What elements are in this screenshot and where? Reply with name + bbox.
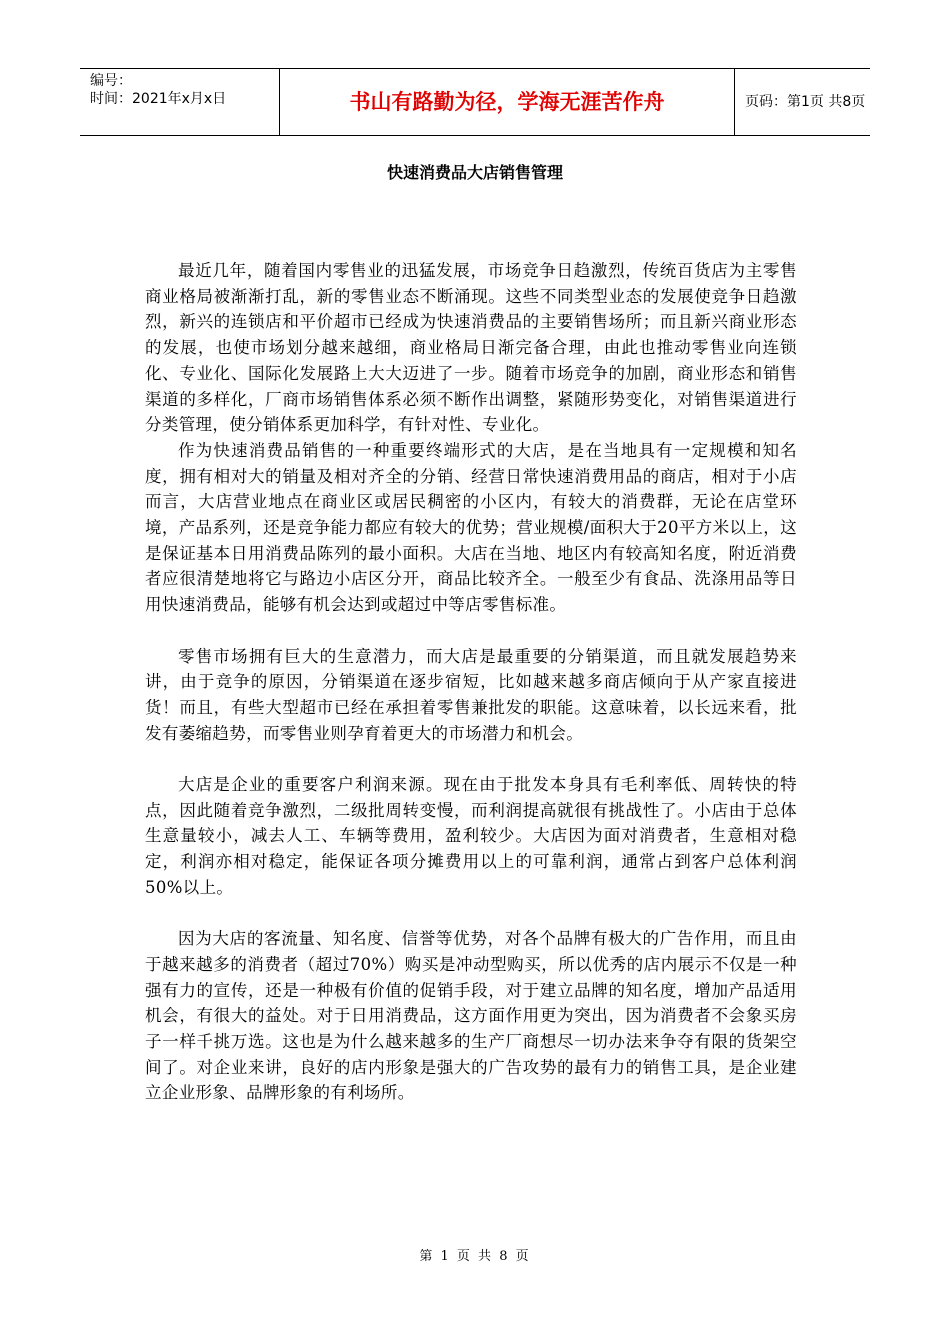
body-paragraph-1: 最近几年，随着国内零售业的迅猛发展，市场竞争日趋激烈，传统百货店为主零售商业格局被渐渐打乱，新的零售业态不断涌现。这些不同类型业态的发展使竞争日趋激烈，新兴的连锁店和平价超市已经成为快速消费品的主要销售场所；而且新兴商业形态的发展，也使市场划分越来越细，商业格局日渐完备合理，由此也推动零售业向连锁化、专业化、国际化发展路上大大迈进了一步。随着市场竞争的加剧，商业形态和销售渠道的多样化，厂商市场销售体系必须不断作出调整，紧随形势变化，对销售渠道进行分类管理，使分销体系更加科学，有针对性、专业化。 <box>145 261 797 435</box>
header-motto: 书山有路勤为径，学海无涯苦作舟 <box>280 69 735 135</box>
body-paragraph-5: 因为大店的客流量、知名度、信誉等优势，对各个品牌有极大的广告作用，而且由于越来越多的消费者（超过70%）购买是冲动型购买，所以优秀的店内展示不仅是一种强有力的宣传，还是一种极有价值的促销手段，对于建立品牌的知名度，增加产品适用机会，有很大的益处。对于日用消费品，这方面作用更为突出，因为消费者不会象买房子一样千挑万选。这也是为什么越来越多的生产厂商想尽一切办法来争夺有限的货架空间了。对企业来讲，良好的店内形象是强大的广告攻势的最有力的销售工具，是企业建立企业形象、品牌形象的有利场所。 <box>145 929 797 1103</box>
document-title: 快速消费品大店销售管理 <box>386 163 563 182</box>
page-header <box>80 68 870 136</box>
document-number-label: 编号： <box>90 73 132 89</box>
header-meta <box>80 69 280 135</box>
body-paragraph-3: 零售市场拥有巨大的生意潜力，而大店是最重要的分销渠道，而且就发展趋势来讲，由于竞争的原因，分销渠道在逐步宿短，比如越来越多商店倾向于从产家直接进货！而且，有些大型超市已经在承担着零售兼批发的职能。这意味着，以长远来看，批发有萎缩趋势，而零售业则孕育着更大的市场潜力和机会。 <box>145 646 797 743</box>
body-paragraph-4: 大店是企业的重要客户利润来源。现在由于批发本身具有毛利率低、周转快的特点，因此随着竞争激烈，二级批周转变慢，而利润提高就很有挑战性了。小店由于总体生意量较小，减去人工、车辆等费用，盈利较少。大店因为面对消费者，生意相对稳定，利润亦相对稳定，能保证各项分摊费用以上的可靠利润，通常占到客户总体利润50%以上。 <box>145 775 797 897</box>
body-paragraph-2: 作为快速消费品销售的一种重要终端形式的大店，是在当地具有一定规模和知名度，拥有相对大的销量及相对齐全的分销、经营日常快速消费用品的商店，相对于小店而言，大店营业地点在商业区或居民稠密的小区内，有较大的消费群，无论在店堂环境，产品系列，还是竞争能力都应有较大的优势；营业规模/面积大于20平方米以上，这是保证基本日用消费品陈列的最小面积。大店在当地、地区内有较高知名度，附近消费者应很清楚地将它与路边小店区分开，商品比较齐全。一般至少有食品、洗涤用品等日用快速消费品，能够有机会达到或超过中等店零售标准。 <box>145 440 797 615</box>
document-body <box>145 258 797 1106</box>
header-page-info: 页码：第1页 共8页 <box>745 94 866 110</box>
page-footer: 第 1 页 共 8 页 <box>419 1249 531 1264</box>
document-date: 时间：2021年x月x日 <box>90 91 227 107</box>
